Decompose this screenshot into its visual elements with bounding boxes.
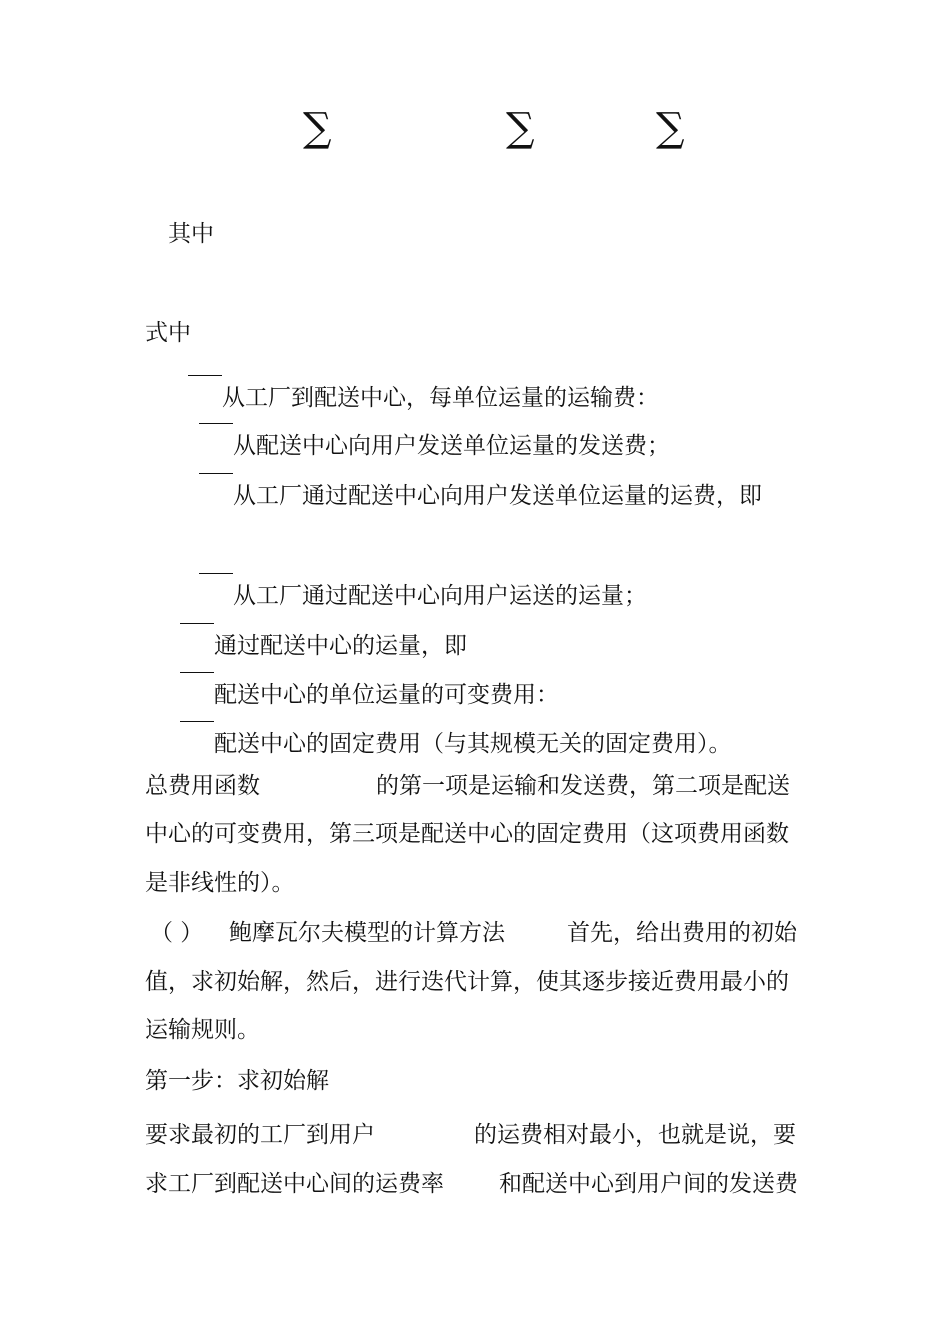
dash-mark	[199, 423, 233, 424]
definition-text: 从工厂通过配送中心向用户发送单位运量的运费，即	[233, 483, 762, 509]
paragraph-2-line-1: 首先，给出费用的初始	[567, 920, 797, 946]
paragraph-3-line-2b: 和配送中心到用户间的发送费	[499, 1171, 798, 1197]
dash-mark	[199, 573, 233, 574]
paragraph-1-line-3: 是非线性的）。	[145, 870, 295, 896]
sigma-symbol-1: ∑	[303, 105, 332, 151]
dash-mark	[180, 623, 214, 624]
paragraph-3-line-1b: 的运费相对最小，也就是说，要	[474, 1122, 796, 1148]
label-qizhong: 其中	[168, 221, 214, 247]
definition-text: 配送中心的固定费用（与其规模无关的固定费用）。	[214, 731, 732, 757]
paragraph-3-line-1a: 要求最初的工厂到用户	[145, 1122, 375, 1148]
sigma-symbol-3: ∑	[656, 105, 685, 151]
dash-mark	[199, 473, 233, 474]
paragraph-2-number: （ ）	[150, 920, 204, 946]
paragraph-2-line-3: 运输规则。	[145, 1017, 260, 1043]
paragraph-1-line-2: 中心的可变费用，第三项是配送中心的固定费用（这项费用函数	[145, 821, 789, 847]
paragraph-3-line-2a: 求工厂到配送中心间的运费率	[145, 1171, 444, 1197]
sigma-symbol-2: ∑	[506, 105, 535, 151]
definition-text: 从工厂到配送中心，每单位运量的运输费：	[222, 385, 659, 411]
step-1-heading: 第一步：求初始解	[145, 1068, 329, 1094]
definition-text: 从配送中心向用户发送单位运量的发送费；	[233, 433, 670, 459]
dash-mark	[180, 672, 214, 673]
paragraph-2-heading: 鲍摩瓦尔夫模型的计算方法	[229, 920, 505, 946]
dash-mark	[188, 375, 222, 376]
dash-mark	[180, 721, 214, 722]
definition-text: 通过配送中心的运量，即	[214, 633, 467, 659]
label-shizhong: 式中	[145, 320, 191, 346]
definition-text: 从工厂通过配送中心向用户运送的运量；	[233, 583, 647, 609]
paragraph-1-line-1b: 的第一项是运输和发送费，第二项是配送	[376, 773, 790, 799]
paragraph-2-line-2: 值，求初始解，然后，进行迭代计算，使其逐步接近费用最小的	[145, 969, 789, 995]
definition-text: 配送中心的单位运量的可变费用：	[214, 682, 559, 708]
paragraph-1-line-1a: 总费用函数	[145, 773, 260, 799]
